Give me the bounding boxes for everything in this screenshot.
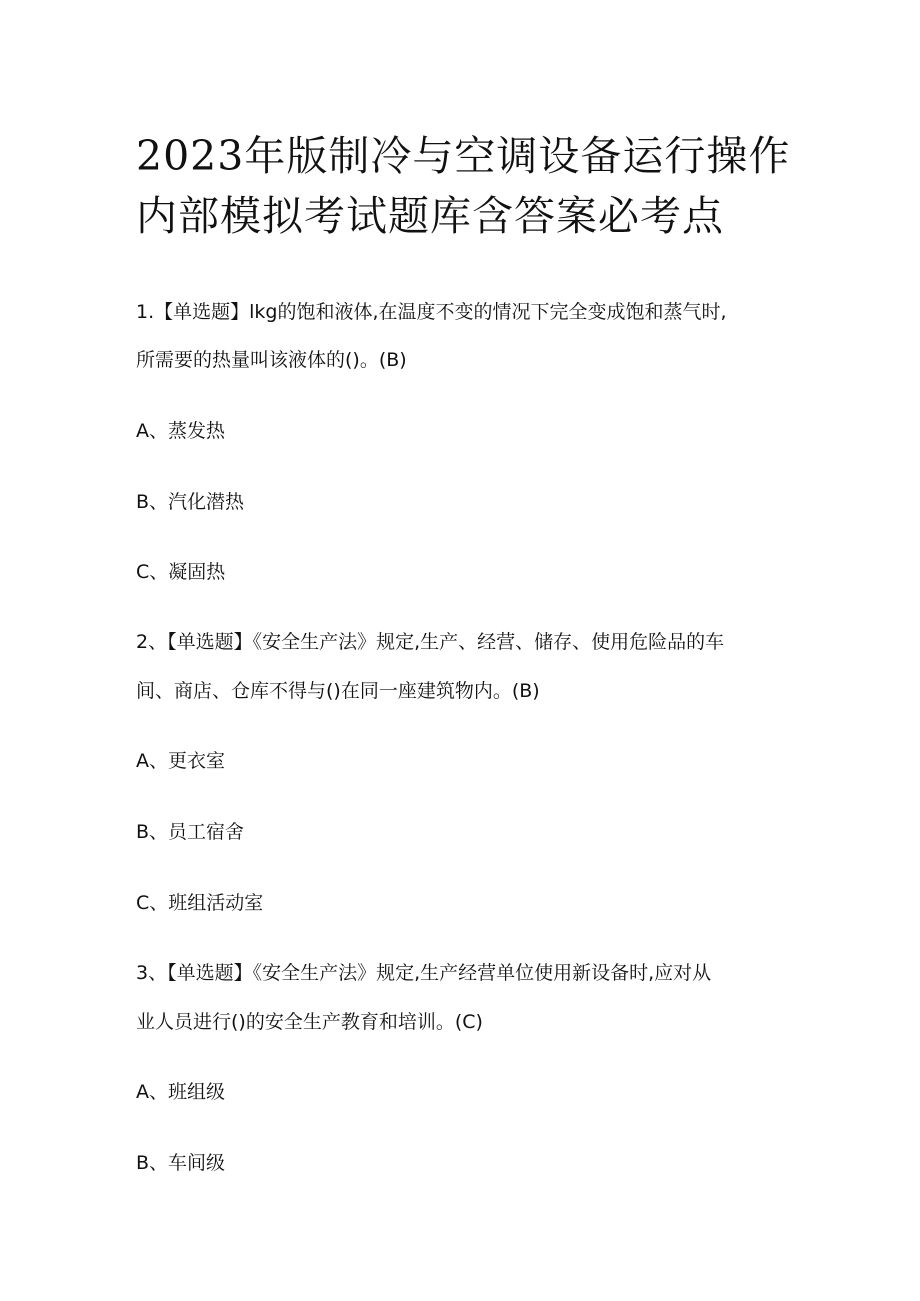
title-line-2: 内部模拟考试题库含答案必考点	[136, 192, 724, 240]
question-1-stem-line-2: 所需要的热量叫该液体的()。(B)	[136, 349, 407, 371]
question-2-option-b: B、员工宿舍	[136, 821, 245, 843]
question-2-stem-line-2: 间、商店、仓库不得与()在同一座建筑物内。(B)	[136, 680, 540, 702]
title-line-1: 2023年版制冷与空调设备运行操作	[136, 132, 791, 180]
question-2-option-c: C、班组活动室	[136, 892, 264, 914]
question-1-option-a: A、蒸发热	[136, 420, 225, 442]
document-title	[136, 126, 796, 246]
question-3-option-b: B、车间级	[136, 1152, 226, 1174]
question-3-stem-line-2: 业人员进行()的安全生产教育和培训。(C)	[136, 1011, 483, 1033]
question-1-stem-line-1: 1.【单选题】lkg的饱和液体,在温度不变的情况下完全变成饱和蒸气时,	[136, 301, 727, 323]
question-1-option-c: C、凝固热	[136, 561, 226, 583]
question-2-option-a: A、更衣室	[136, 750, 225, 772]
question-3-stem-line-1: 3、【单选题】《安全生产法》规定,生产经营单位使用新设备时,应对从	[136, 962, 712, 984]
question-1-option-b: B、汽化潜热	[136, 491, 245, 513]
question-2-stem-line-1: 2、【单选题】《安全生产法》规定,生产、经营、储存、使用危险品的车	[136, 631, 725, 653]
question-3-option-a: A、班组级	[136, 1081, 225, 1103]
